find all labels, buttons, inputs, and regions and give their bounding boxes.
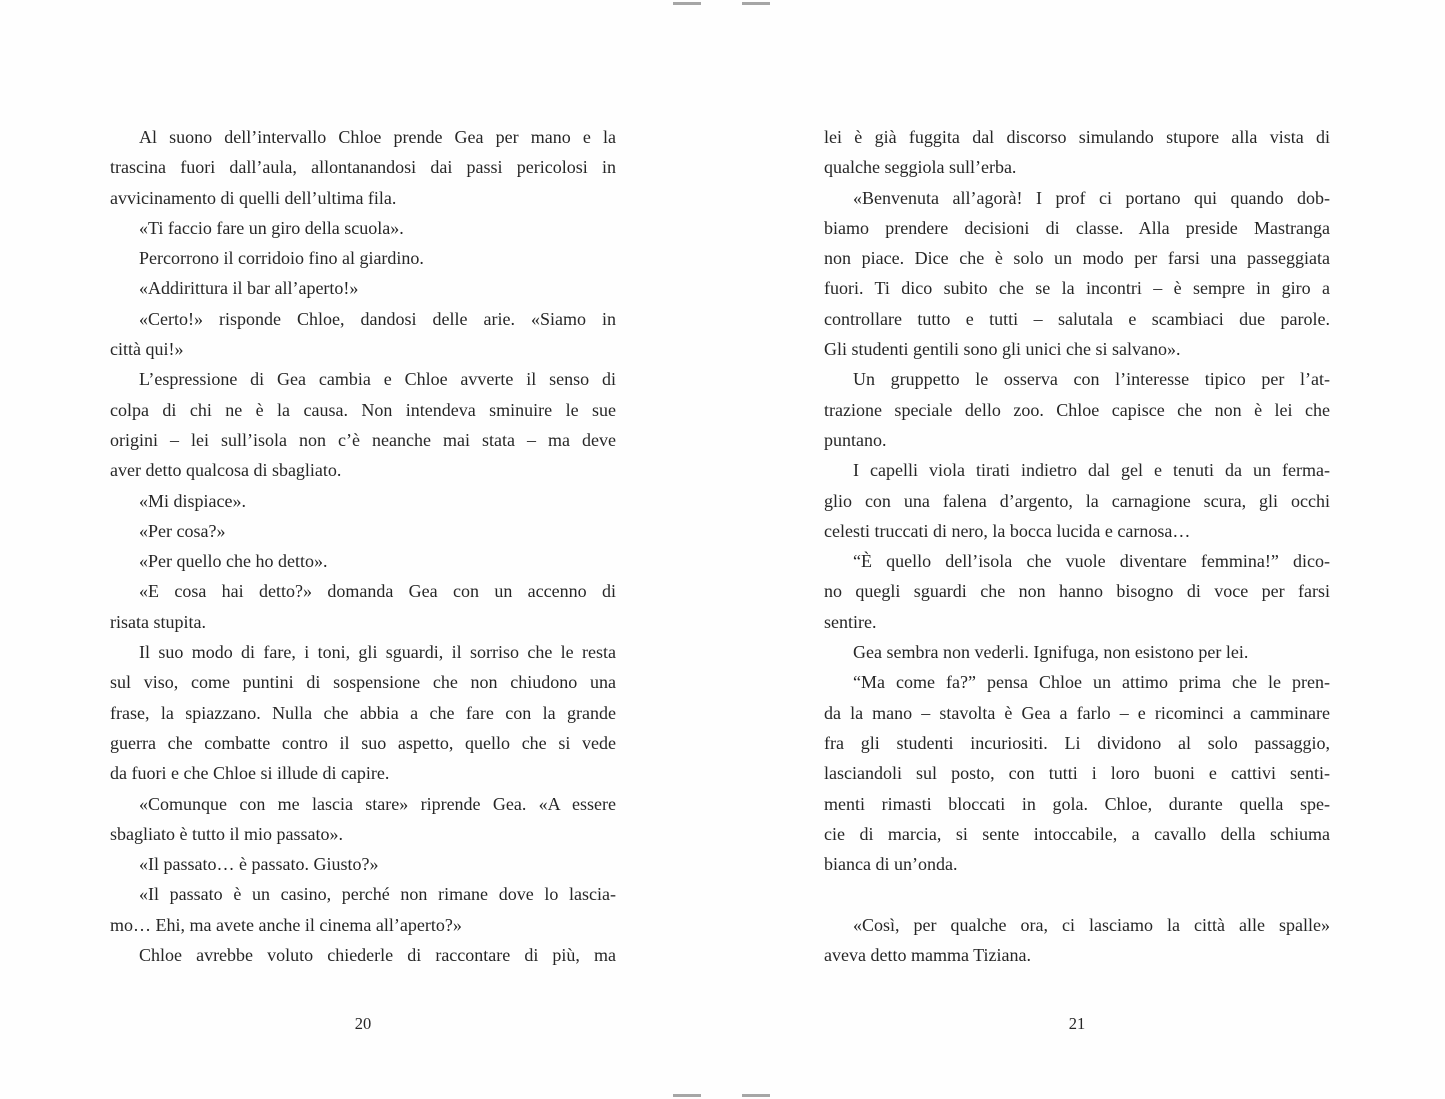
text-line: mo… Ehi, ma avete anche il cinema all’aperto?»: [110, 914, 462, 935]
text-line: sentire.: [824, 611, 877, 632]
text-line: aver detto qualcosa di sbagliato.: [110, 460, 342, 481]
text-line: lei è già fuggita dal discorso simulando stupore alla vista di: [824, 127, 1330, 147]
paragraph: [110, 637, 616, 788]
text-line: puntano.: [824, 429, 887, 450]
text-line: fuori. Ti dico subito che se la incontri – è sempre in giro a: [824, 278, 1330, 299]
paragraph: [824, 122, 1330, 183]
text-line: “Ma come fa?” pensa Chloe un attimo prima che le pren-: [853, 672, 1330, 693]
paragraph: [824, 364, 1330, 455]
text-line: «Addirittura il bar all’aperto!»: [139, 278, 359, 299]
text-line: bianca di un’onda.: [824, 854, 958, 875]
paragraph: [824, 667, 1330, 879]
paragraph: [110, 304, 616, 365]
paragraph: [110, 516, 616, 546]
text-line: risata stupita.: [110, 611, 206, 632]
text-line: L’espressione di Gea cambia e Chloe avverte il senso di: [139, 369, 616, 390]
text-line: cie di marcia, si sente intoccabile, a cavallo della schiuma: [824, 823, 1330, 844]
text-line: «Così, per qualche ora, ci lasciamo la città alle spalle»: [853, 914, 1330, 935]
paragraph: [110, 940, 616, 970]
paragraph: [824, 910, 1330, 971]
paragraph: [824, 455, 1330, 546]
text-line: da la mano – stavolta è Gea a farlo – e ricominci a camminare: [824, 702, 1330, 723]
text-line: I capelli viola tirati indietro dal gel e tenuti da un ferma-: [853, 460, 1330, 481]
text-line: menti rimasti bloccati in gola. Chloe, durante quella spe-: [824, 793, 1330, 814]
text-line: «Mi dispiace».: [139, 490, 246, 511]
text-line: non piace. Dice che è solo un modo per farsi una passeggiata: [824, 248, 1330, 269]
text-line: «Il passato… è passato. Giusto?»: [139, 854, 379, 875]
text-line: qualche seggiola sull’erba.: [824, 157, 1017, 178]
text-line: da fuori e che Chloe si illude di capire.: [110, 763, 390, 784]
paragraph: [110, 879, 616, 940]
page-left-text: [110, 122, 616, 970]
text-line: origini – lei sull’isola non c’è neanche mai stata – ma deve: [110, 429, 616, 450]
text-line: Gli studenti gentili sono gli unici che si salvano».: [824, 339, 1181, 360]
text-line: città qui!»: [110, 339, 184, 360]
page-number-left: 20: [354, 1014, 372, 1033]
text-line: trazione speciale dello zoo. Chloe capisce che non è lei che: [824, 399, 1330, 420]
text-line: «Per cosa?»: [139, 520, 226, 541]
paragraph: [110, 849, 616, 879]
text-line: «Per quello che ho detto».: [139, 551, 328, 572]
paragraph: [824, 637, 1330, 667]
text-line: glio con una falena d’argento, la carnagione scura, gli occhi: [824, 490, 1330, 511]
text-line: sbagliato è tutto il mio passato».: [110, 823, 343, 844]
text-line: controllare tutto e tutti – salutala e scambiaci due parole.: [824, 308, 1330, 329]
text-line: «Comunque con me lascia stare» riprende Gea. «A essere: [139, 793, 616, 814]
text-line: celesti truccati di nero, la bocca lucida e carnosa…: [824, 520, 1191, 541]
page-edge-dash-icon: [673, 1094, 701, 1097]
paragraph: [110, 546, 616, 576]
page-right-text: [824, 122, 1330, 970]
text-line: aveva detto mamma Tiziana.: [824, 945, 1031, 966]
text-line: «Ti faccio fare un giro della scuola».: [139, 217, 404, 238]
text-line: fra gli studenti incuriositi. Li dividono al solo passaggio,: [824, 732, 1330, 753]
text-line: frase, la spiazzano. Nulla che abbia a che fare con la grande: [110, 702, 616, 723]
text-line: lasciandoli sul posto, con tutti i loro buoni e cattivi senti-: [824, 763, 1330, 784]
paragraph: [824, 546, 1330, 637]
text-line: biamo prendere decisioni di classe. Alla preside Mastranga: [824, 217, 1330, 238]
page-edge-dash-icon: [742, 2, 770, 5]
paragraph: [110, 789, 616, 850]
text-line: no quegli sguardi che non hanno bisogno di voce per farsi: [824, 581, 1330, 602]
text-line: «E cosa hai detto?» domanda Gea con un accenno di: [139, 581, 616, 602]
text-line: Un gruppetto le osserva con l’interesse tipico per l’at-: [853, 369, 1330, 390]
text-line: Percorrono il corridoio fino al giardino.: [139, 248, 424, 269]
page-edge-dash-icon: [742, 1094, 770, 1097]
text-line: sul viso, come puntini di sospensione che non chiudono una: [110, 672, 616, 693]
text-line: Gea sembra non vederli. Ignifuga, non esistono per lei.: [853, 642, 1249, 663]
text-line: colpa di chi ne è la causa. Non intendeva sminuire le sue: [110, 399, 616, 420]
page-number-right: 21: [1068, 1014, 1086, 1033]
paragraph: [110, 486, 616, 516]
text-line: «Benvenuta all’agorà! I prof ci portano qui quando dob-: [853, 187, 1330, 208]
text-line: “È quello dell’isola che vuole diventare femmina!” dico-: [853, 551, 1330, 572]
text-line: Il suo modo di fare, i toni, gli sguardi, il sorriso che le resta: [139, 642, 616, 663]
page-edge-dash-icon: [673, 2, 701, 5]
text-line: Al suono dell’intervallo Chloe prende Gea per mano e la: [139, 127, 616, 147]
text-line: «Il passato è un casino, perché non rimane dove lo lascia-: [139, 884, 616, 905]
text-line: trascina fuori dall’aula, allontanandosi dai passi pericolosi in: [110, 157, 616, 178]
paragraph: [110, 364, 616, 485]
paragraph: [110, 243, 616, 273]
paragraph: [110, 213, 616, 243]
paragraph: [824, 183, 1330, 365]
paragraph: [110, 576, 616, 637]
paragraph: [110, 122, 616, 213]
text-line: Chloe avrebbe voluto chiederle di raccontare di più, ma: [139, 945, 616, 966]
paragraph: [110, 273, 616, 303]
text-line: guerra che combatte contro il suo aspetto, quello che si vede: [110, 732, 616, 753]
text-line: avvicinamento di quelli dell’ultima fila.: [110, 187, 397, 208]
text-line: «Certo!» risponde Chloe, dandosi delle arie. «Siamo in: [139, 308, 616, 329]
